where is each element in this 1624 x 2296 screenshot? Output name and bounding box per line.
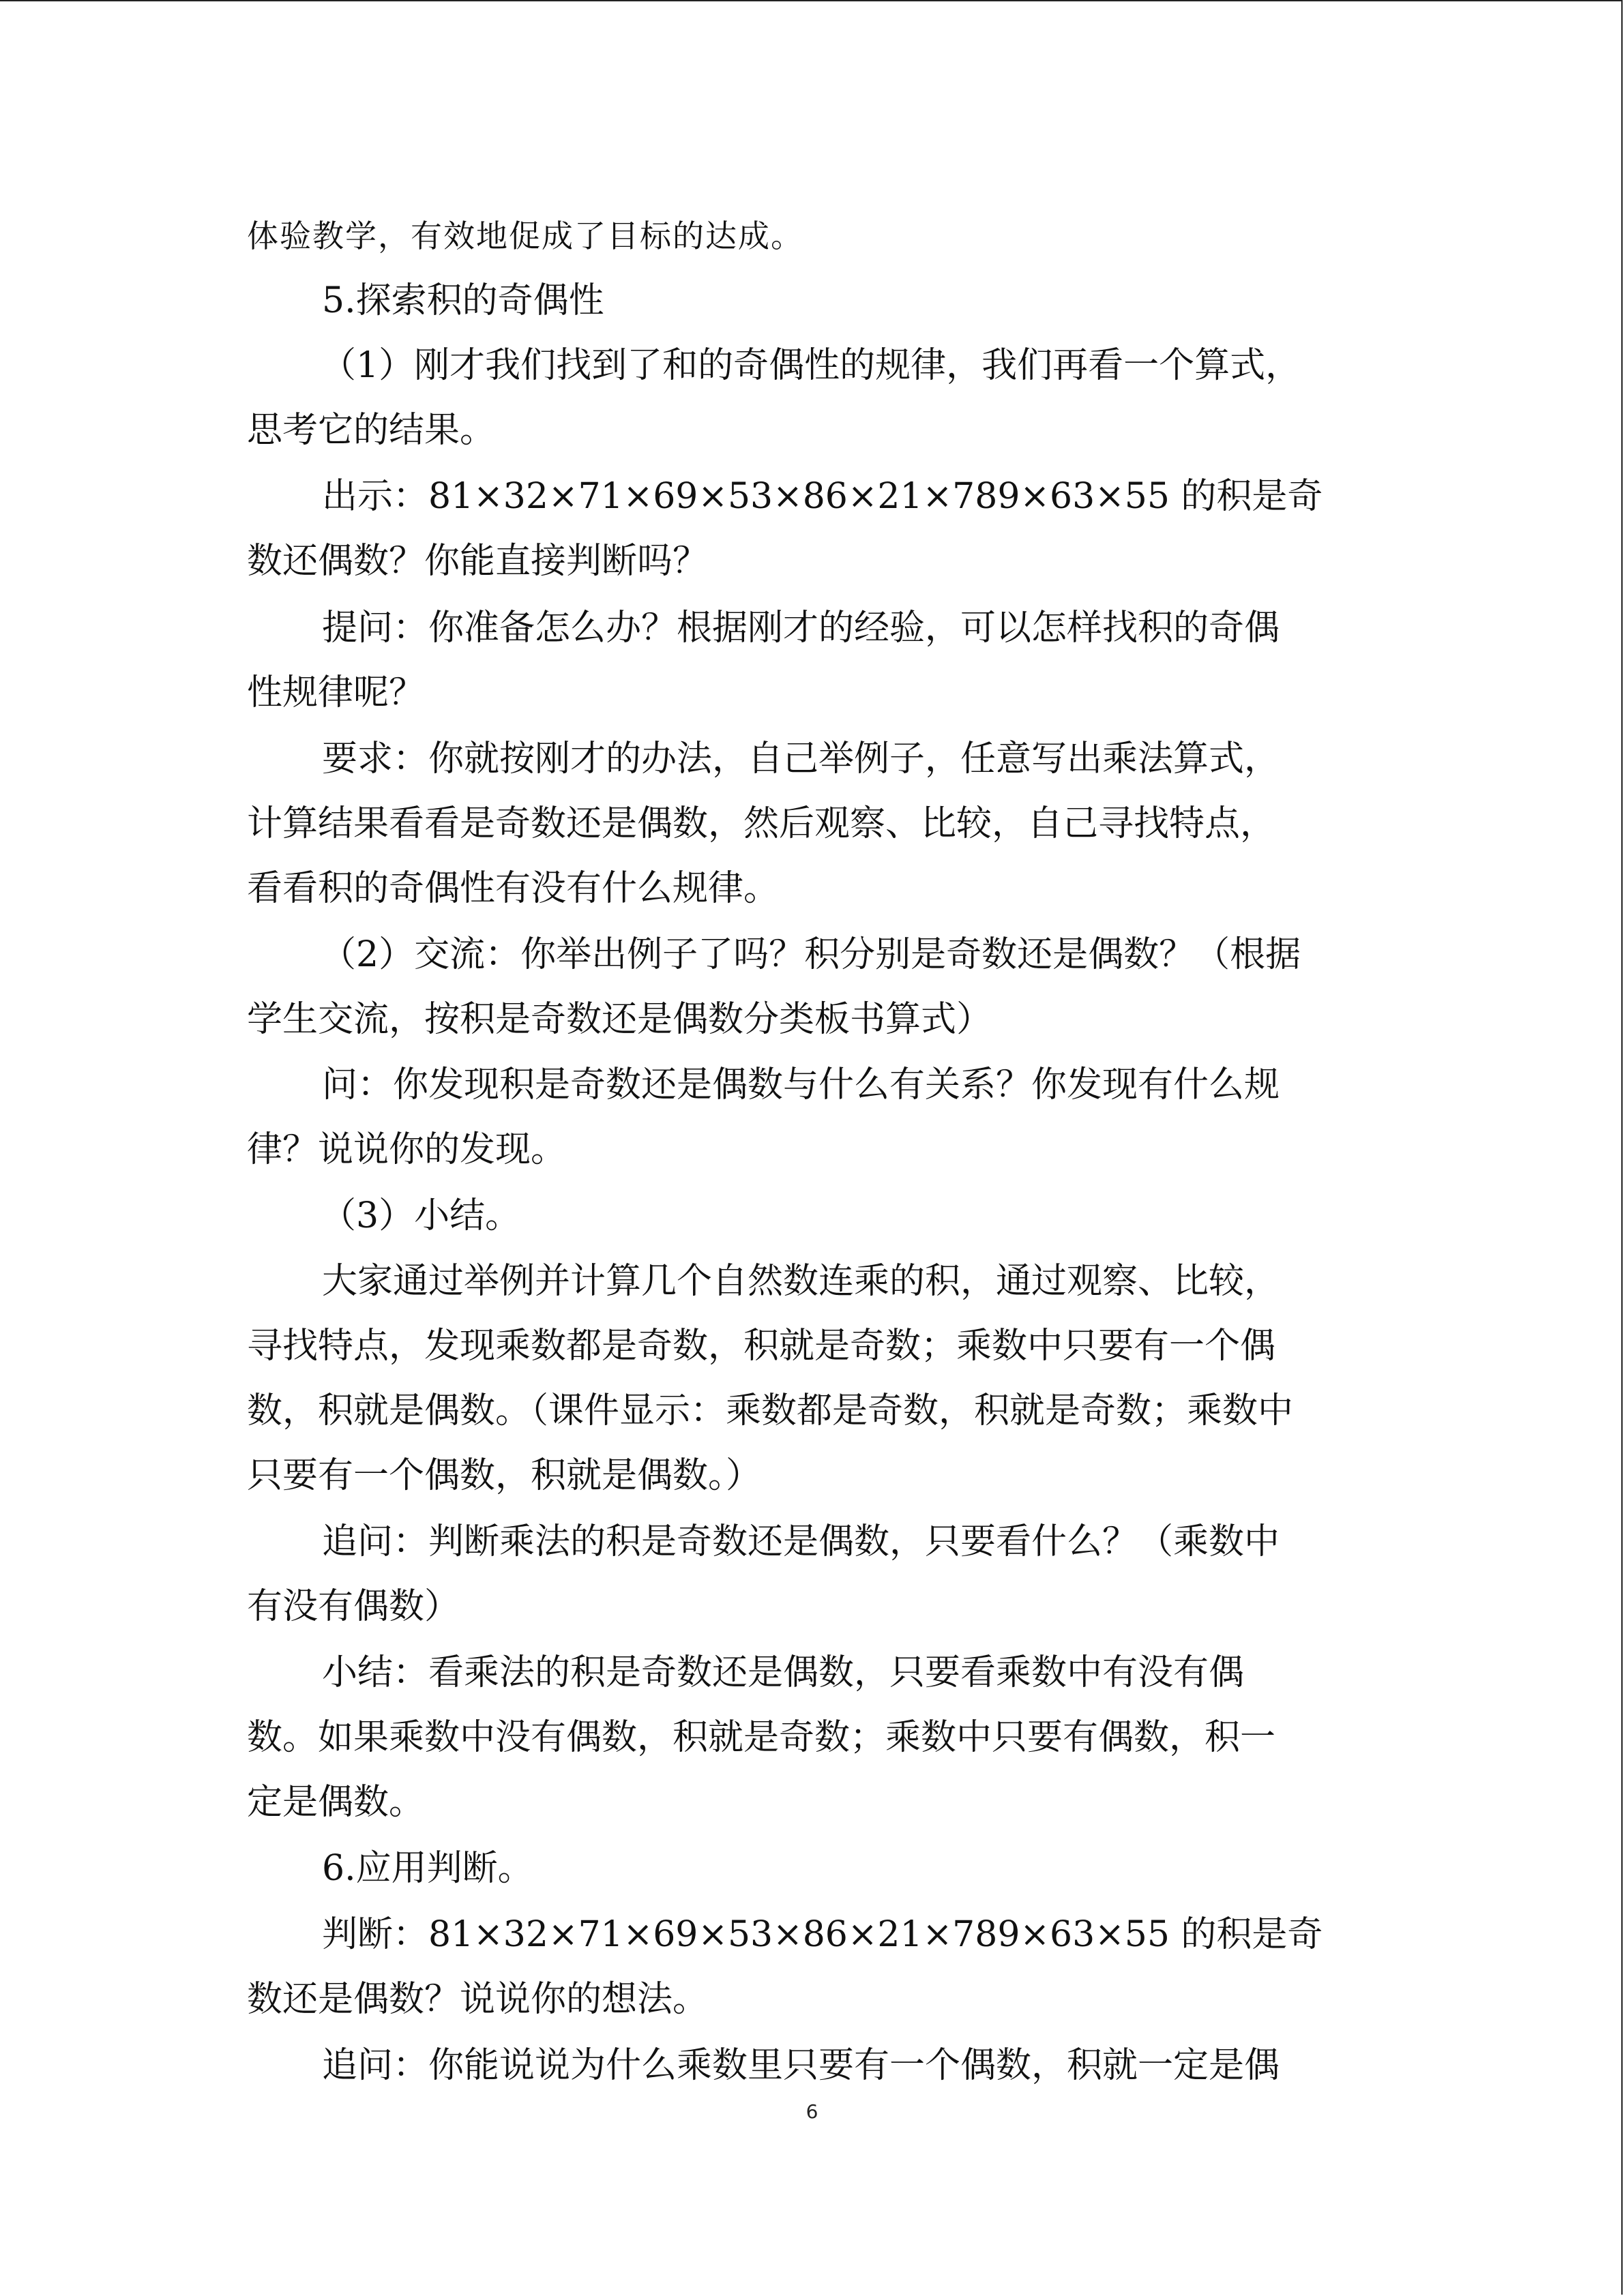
text-line: 数还偶数？你能直接判断吗？	[247, 541, 709, 582]
section-heading: 6.应用判断。	[322, 1848, 533, 1889]
text-line: 有没有偶数）	[247, 1586, 460, 1627]
text-line: 律？说说你的发现。	[247, 1129, 567, 1170]
text-line: 只要有一个偶数，积就是偶数。）	[247, 1455, 762, 1496]
text-line: 数。如果乘数中没有偶数，积就是奇数；乘数中只要有偶数，积一	[247, 1717, 1276, 1758]
text-line: 判断：81×32×71×69×53×86×21×789×63×55 的积是奇	[322, 1914, 1323, 1955]
section-heading: 5.探索积的奇偶性	[322, 280, 604, 321]
text-line: 性规律呢？	[247, 672, 425, 713]
text-line: 寻找特点，发现乘数都是奇数，积就是奇数；乘数中只要有一个偶	[247, 1326, 1276, 1367]
text-line: 思考它的结果。	[247, 410, 496, 451]
text-line: 提问：你准备怎么办？根据刚才的经验，可以怎样找积的奇偶	[322, 608, 1280, 648]
text-line: 看看积的奇偶性有没有什么规律。	[247, 868, 780, 909]
text-line: 学生交流，按积是奇数还是偶数分类板书算式）	[247, 999, 992, 1040]
page-number: 6	[806, 2100, 818, 2123]
text-line: （3）小结。	[321, 1195, 521, 1236]
text-line: 定是偶数。	[247, 1782, 425, 1823]
text-line: 追问：判断乘法的积是奇数还是偶数，只要看什么？（乘数中	[322, 1521, 1280, 1562]
text-line: 问：你发现积是奇数还是偶数与什么有关系？你发现有什么规	[322, 1064, 1280, 1105]
text-line: 小结：看乘法的积是奇数还是偶数，只要看乘数中有没有偶	[322, 1652, 1245, 1693]
text-line: 数还是偶数？说说你的想法。	[247, 1979, 709, 2020]
text-line: 数，积就是偶数。（课件显示：乘数都是奇数，积就是奇数；乘数中	[247, 1390, 1294, 1431]
text-line: 出示：81×32×71×69×53×86×21×789×63×55 的积是奇	[322, 476, 1323, 517]
text-line: 要求：你就按刚才的办法，自己举例子，任意写出乘法算式，	[322, 739, 1280, 779]
text-line: （2）交流：你举出例子了吗？积分别是奇数还是偶数？（根据	[321, 934, 1301, 975]
text-line: 计算结果看看是奇数还是偶数，然后观察、比较，自己寻找特点，	[247, 803, 1276, 844]
text-line: （1）刚才我们找到了和的奇偶性的规律，我们再看一个算式，	[321, 345, 1301, 386]
text-line: 追问：你能说说为什么乘数里只要有一个偶数，积就一定是偶	[322, 2045, 1280, 2086]
text-line: 大家通过举例并计算几个自然数连乘的积，通过观察、比较，	[322, 1261, 1280, 1302]
text-line: 体验教学，有效地促成了目标的达成。	[247, 218, 803, 254]
